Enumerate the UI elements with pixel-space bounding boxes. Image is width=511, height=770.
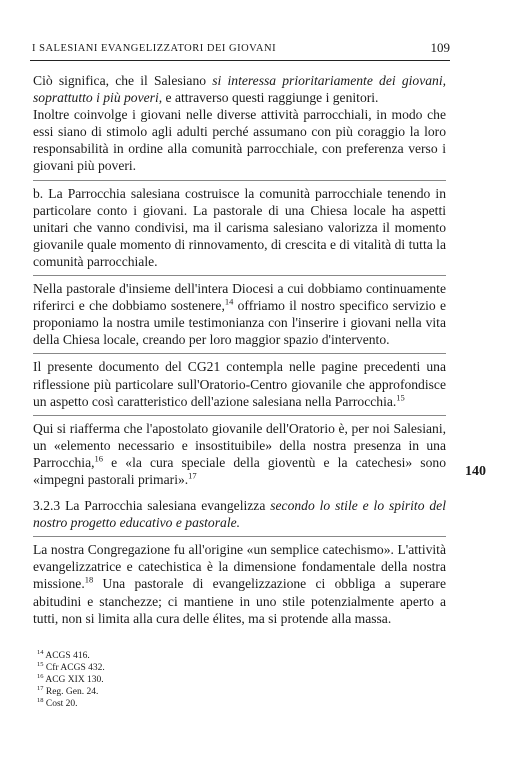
section-gap: [33, 488, 446, 497]
footnote: $^{18}$ Cost 20.: [37, 696, 78, 709]
paragraph-separator: [33, 275, 446, 276]
paragraph-6: Qui si riafferma che l'apostolato giovanile dell'Oratorio è, per noi Salesiani, un «elemento necessario e insostituibile» della nostra presenza in una Parrocchia,$^{16}$ e «la cura speciale della gioventù e la catechesi» sono «impegni pastorali primari».$^{17}$: [33, 420, 446, 487]
footnote: $^{15}$ Cfr ACGS 432.: [37, 660, 105, 673]
body-text: [33, 72, 446, 627]
page-header: [30, 40, 450, 60]
footnote: $^{16}$ ACG XIX 130.: [37, 672, 104, 685]
section-heading: 3.2.3 La Parrocchia salesiana evangelizza secondo lo stile e lo spirito del nostro progetto educativo e pastorale.: [33, 498, 446, 531]
page-number: 109: [430, 40, 450, 55]
footnotes: [37, 650, 105, 710]
paragraph-separator: [33, 415, 446, 416]
footnote-ref: 17: [188, 470, 197, 481]
running-title: I SALESIANI EVANGELIZZATORI DEI GIOVANI: [32, 43, 277, 54]
footnote: $^{17}$ Reg. Gen. 24.: [37, 684, 99, 697]
header-rule: [30, 60, 450, 61]
footnote-ref: 18: [84, 574, 94, 585]
footnote-ref: 14: [224, 296, 234, 307]
paragraph-8: La nostra Congregazione fu all'origine «un semplice catechismo». L'attività evangelizzatrice e catechistica è la dimensione fondamentale della nostra missione.$^{18}$ Una pastorale di evangelizzazione ci obbliga a superare abitudini e stanchezze; ci mantiene in uno stile potenzialmente aperto a tutti, non si limita alla cura delle élites, ma si protende alla massa.: [33, 542, 446, 626]
paragraph-separator: [33, 180, 446, 181]
paragraph-separator: [33, 536, 446, 537]
footnote-ref: 15: [396, 392, 405, 403]
paragraph-4: Nella pastorale d'insieme dell'intera Diocesi a cui dobbiamo continuamente riferirci e che dobbiamo sostenere,$^{14}$ offriamo il nostro specifico servizio e proponiamo la nostra umile testimonianza con l'inserire i giovani nella vita della Chiesa locale, creando per loro maggior spazio d'intervento.: [33, 281, 446, 348]
footnote-ref: 16: [94, 453, 104, 464]
paragraph-5: Il presente documento del CG21 contempla nelle pagine precedenti una riflessione più particolare sull'Oratorio-Centro giovanile che approfondisce un aspetto così caratteristico dell'azione salesiana nella Parrocchia.$^{15}$: [33, 359, 446, 409]
footnote: $^{14}$ ACGS 416.: [37, 648, 90, 661]
paragraph-separator: [33, 353, 446, 354]
margin-number: 140: [465, 464, 486, 479]
paragraph-3: b. La Parrocchia salesiana costruisce la comunità parrocchiale tenendo in particolare conto i giovani. La pastorale di una Chiesa locale ha aspetti unitari che vanno condivisi, ma il carisma salesiano valorizza il momento giovanile quale momento di rinnovamento, di crescita e di vitalità di tutta la comunità parrocchiale.: [33, 185, 446, 269]
paragraph-2: Inoltre coinvolge i giovani nelle diverse attività parrocchiali, in modo che essi siano di stimolo agli adulti perché assumano con più coraggio la loro responsabilità in ordine alla comunità parrocchiale, con preferenza verso i giovani più poveri.: [33, 107, 446, 174]
paragraph-1: Ciò significa, che il Salesiano si interessa prioritariamente dei giovani, soprattutto i più poveri, e attraverso questi raggiunge i genitori.: [33, 73, 446, 106]
